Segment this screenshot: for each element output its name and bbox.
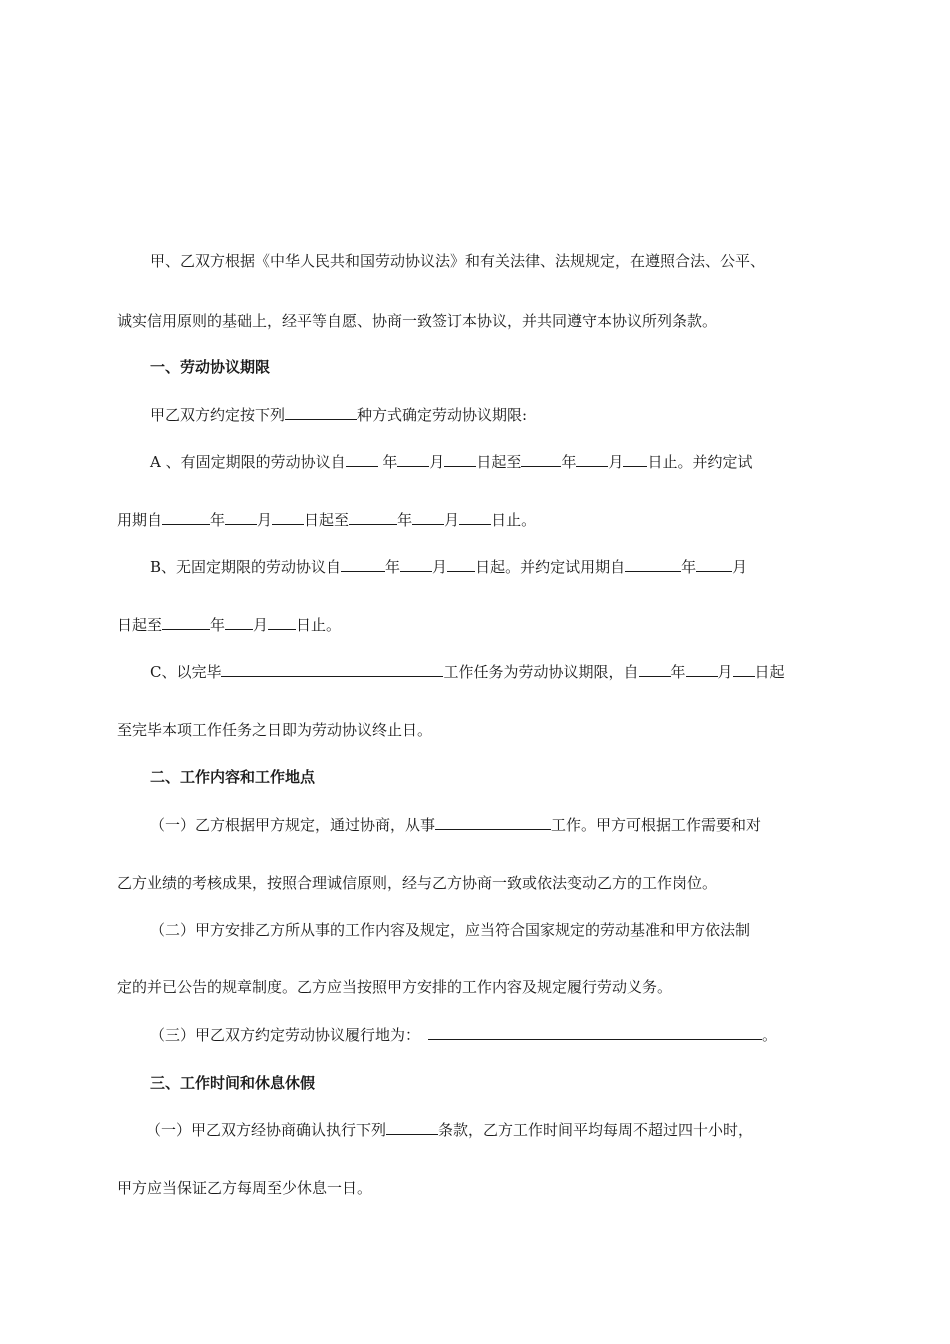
b-end-year-blank[interactable] <box>162 615 210 630</box>
b-start-month-blank[interactable] <box>400 557 432 572</box>
work-content-line-3: （二）甲方安排乙方所从事的工作内容及规定，应当符合国家规定的劳动基准和甲方依法制 <box>150 921 751 939</box>
c-start-year-blank[interactable] <box>639 662 671 677</box>
probation-end-month-blank[interactable] <box>412 510 444 525</box>
c-start-day-blank[interactable] <box>733 662 755 677</box>
a-end-year-blank[interactable] <box>521 452 561 467</box>
work-content-line-4: 定的并已公告的规章制度。乙方应当按照甲方安排的工作内容及规定履行劳动义务。 <box>117 978 673 996</box>
a-start-day-blank[interactable] <box>444 452 476 467</box>
b-end-day-blank[interactable] <box>268 615 296 630</box>
intro-line-2: 诚实信用原则的基础上，经平等自愿、协商一致签订本协议，并共同遵守本协议所列条款。 <box>117 312 718 330</box>
a-end-month-blank[interactable] <box>576 452 608 467</box>
work-content-line-2: 乙方业绩的考核成果，按照合理诚信原则，经与乙方协商一致或依法变动乙方的工作岗位。 <box>117 874 718 892</box>
hours-clause-blank[interactable] <box>386 1120 438 1135</box>
section-3-title: 三、工作时间和休息休假 <box>150 1074 316 1092</box>
option-a-line-1: A 、有固定期限的劳动协议自 年 月 日起至 年 月 日止。并约定试 <box>150 453 753 471</box>
a-start-year-blank[interactable] <box>346 452 378 467</box>
a-start-month-blank[interactable] <box>397 452 429 467</box>
job-title-blank[interactable] <box>435 815 551 830</box>
method-blank[interactable] <box>285 405 357 420</box>
option-a-line-2: 用期自 年 月 日起至 年 月 日止。 <box>117 511 537 529</box>
probation-end-year-blank[interactable] <box>349 510 397 525</box>
work-hours-line-2: 甲方应当保证乙方每周至少休息一日。 <box>117 1179 373 1197</box>
probation-start-year-blank[interactable] <box>162 510 210 525</box>
option-c-line-1: C、以完毕 工作任务为劳动协议期限，自 年 月 日起 <box>150 663 785 681</box>
work-location-line: （三）甲乙双方约定劳动协议履行地为： 。 <box>150 1026 778 1044</box>
intro-line-1: 甲、乙双方根据《中华人民共和国劳动协议法》和有关法律、法规规定，在遵照合法、公平、 <box>150 252 766 270</box>
probation-end-day-blank[interactable] <box>459 510 491 525</box>
b-start-year-blank[interactable] <box>341 557 385 572</box>
work-content-line-1: （一）乙方根据甲方规定，通过协商，从事 工作。甲方可根据工作需要和对 <box>150 816 762 834</box>
section-2-title: 二、工作内容和工作地点 <box>150 768 316 786</box>
option-b-line-1: B、无固定期限的劳动协议自 年 月 日起。并约定试用期自 年 月 <box>150 558 748 576</box>
term-method-line: 甲乙双方约定按下列 种方式确定劳动协议期限: <box>150 406 528 424</box>
work-location-blank[interactable] <box>428 1025 762 1040</box>
option-b-line-2: 日起至 年 月 日止。 <box>117 616 342 634</box>
work-hours-line-1: （一）甲乙双方经协商确认执行下列 条款，乙方工作时间平均每周不超过四十小时， <box>146 1121 754 1139</box>
task-blank[interactable] <box>221 662 443 677</box>
c-start-month-blank[interactable] <box>686 662 718 677</box>
probation-start-day-blank[interactable] <box>272 510 304 525</box>
probation-start-month-blank[interactable] <box>225 510 257 525</box>
option-c-line-2: 至完毕本项工作任务之日即为劳动协议终止日。 <box>117 721 433 739</box>
b-start-day-blank[interactable] <box>447 557 475 572</box>
b-end-month-blank[interactable] <box>225 615 253 630</box>
b-probation-year-blank[interactable] <box>625 557 681 572</box>
b-probation-month-blank[interactable] <box>696 557 732 572</box>
section-1-title: 一、劳动协议期限 <box>150 358 271 376</box>
a-end-day-blank[interactable] <box>623 452 647 467</box>
